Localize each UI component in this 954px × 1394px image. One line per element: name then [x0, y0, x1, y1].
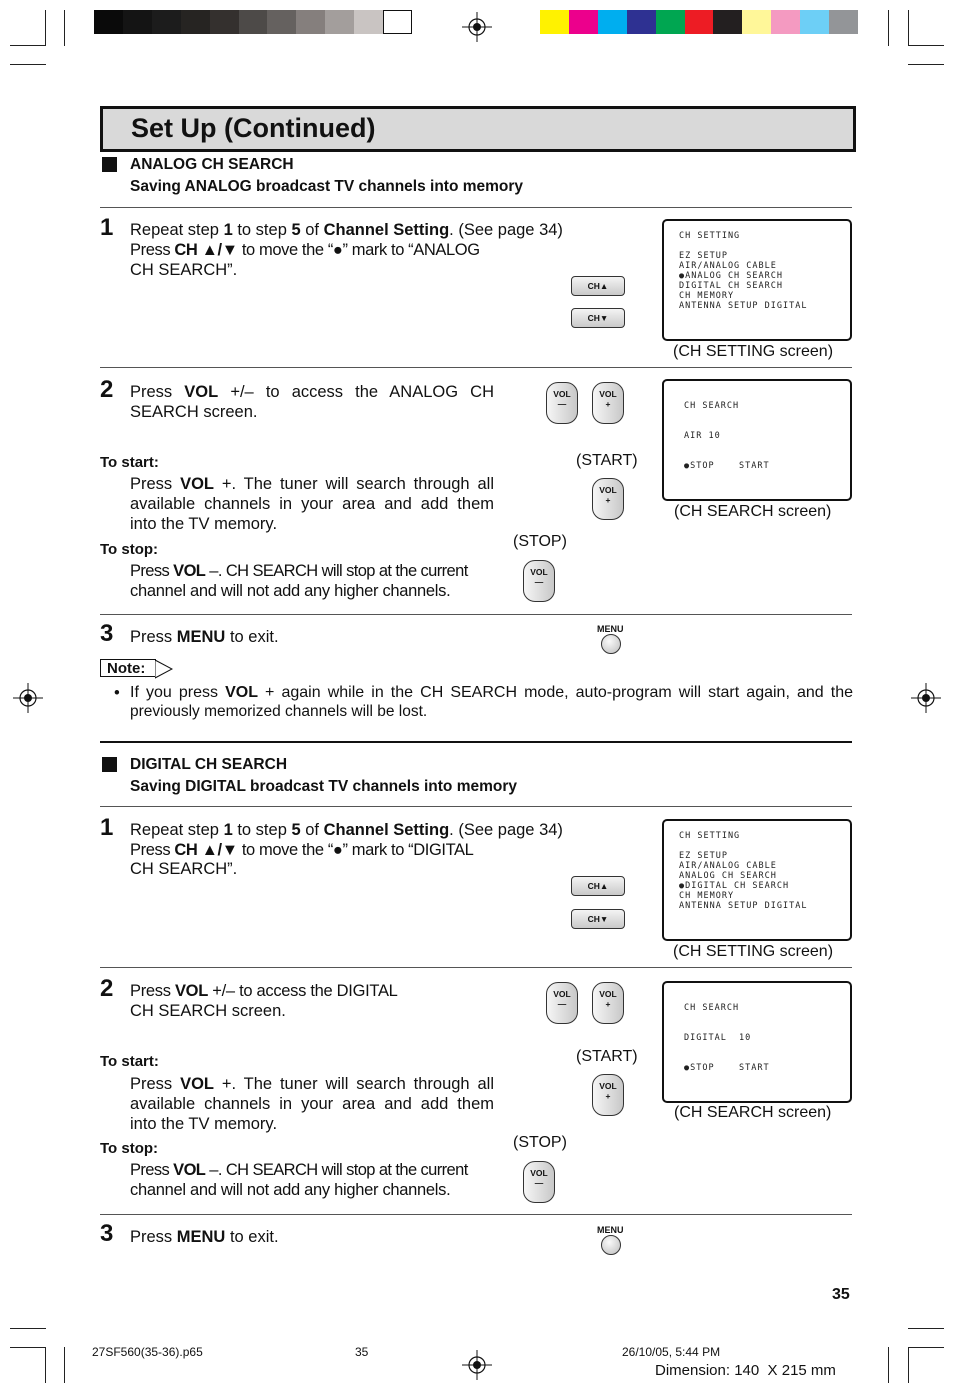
ch-setting-screen — [662, 219, 852, 341]
crop-mark — [45, 10, 46, 46]
registration-mark-icon — [13, 683, 43, 713]
screen-text: CH SETTING EZ SETUP AIR/ANALOG CABLE ●ANALOG CH SEARCH DIGITAL CH SEARCH CH MEMORY ANTENNA SETUP DIGITAL — [679, 231, 808, 311]
color-swatch — [123, 10, 152, 34]
step-number: 3 — [100, 1220, 114, 1247]
step-number: 2 — [100, 376, 114, 403]
step-text: Press MENU to exit. — [130, 628, 279, 646]
step-text: Press CH ▲/▼ to move the “●” mark to “ANALOG — [130, 241, 480, 259]
crop-mark — [908, 1347, 944, 1348]
crop-mark — [908, 1347, 909, 1383]
color-swatch — [94, 10, 123, 34]
vol-minus-button[interactable]: VOL — — [546, 982, 578, 1024]
divider — [100, 614, 852, 615]
color-swatch — [829, 10, 858, 34]
section-marker-icon — [102, 757, 117, 772]
screen-text: CH SEARCH AIR 10 ●STOP START — [684, 401, 770, 471]
ch-down-button[interactable]: CH▼ — [571, 909, 625, 929]
crop-mark — [888, 10, 889, 46]
section-divider — [100, 741, 852, 743]
step-text: Repeat step 1 to step 5 of Channel Setting. (See page 34) — [130, 821, 563, 839]
step-text: into the TV memory. — [130, 1115, 278, 1133]
color-swatch — [713, 10, 742, 34]
note-bullet: • — [114, 684, 120, 702]
color-swatch — [296, 10, 325, 34]
crop-mark — [908, 10, 909, 46]
color-swatch — [354, 10, 383, 34]
color-swatch — [627, 10, 656, 34]
color-swatch — [656, 10, 685, 34]
ch-up-button[interactable]: CH▲ — [571, 276, 625, 296]
color-swatch — [325, 10, 354, 34]
crop-mark — [45, 1347, 46, 1383]
step-number: 1 — [100, 214, 114, 241]
color-swatch — [181, 10, 210, 34]
arrow-icon — [155, 659, 173, 679]
ch-search-screen — [662, 379, 852, 501]
start-caption: (START) — [576, 452, 638, 469]
screen-caption: (CH SEARCH screen) — [674, 503, 832, 520]
vol-plus-button[interactable]: VOL + — [592, 1074, 624, 1116]
registration-mark-icon — [462, 1350, 492, 1380]
step-number: 2 — [100, 975, 114, 1002]
step-text: channel and will not add any higher channels. — [130, 582, 451, 600]
divider — [100, 1214, 852, 1215]
color-swatch — [685, 10, 714, 34]
section-heading: DIGITAL CH SEARCH — [130, 756, 288, 773]
vol-plus-button[interactable]: VOL + — [592, 982, 624, 1024]
to-start-label: To start: — [100, 1053, 159, 1070]
page-number: 35 — [832, 1286, 850, 1303]
color-swatch — [210, 10, 239, 34]
step-text: CH SEARCH screen. — [130, 1002, 286, 1020]
ch-setting-screen — [662, 819, 852, 941]
note-text: previously memorized channels will be lost. — [130, 703, 428, 720]
step-text: Press VOL +. The tuner will search through all — [130, 475, 494, 493]
vol-minus-button[interactable]: VOL — — [523, 1161, 555, 1203]
step-number: 1 — [100, 814, 114, 841]
screen-caption: (CH SEARCH screen) — [674, 1104, 832, 1121]
color-swatch — [569, 10, 598, 34]
crop-mark — [10, 45, 46, 46]
step-text: CH SEARCH”. — [130, 860, 238, 878]
step-text: channel and will not add any higher channels. — [130, 1181, 451, 1199]
start-caption: (START) — [576, 1048, 638, 1065]
color-swatch — [540, 10, 569, 34]
footer-date: 26/10/05, 5:44 PM — [622, 1345, 721, 1359]
step-text: CH SEARCH”. — [130, 261, 238, 279]
crop-mark — [10, 1328, 46, 1329]
page-title: Set Up (Continued) — [131, 113, 376, 143]
color-swatch — [742, 10, 771, 34]
process-color-bar — [540, 10, 858, 34]
crop-mark — [10, 64, 46, 65]
color-swatch — [267, 10, 296, 34]
note-text: If you press VOL + again while in the CH SEARCH mode, auto-program will start again, and the — [130, 684, 853, 701]
section-marker-icon — [102, 157, 117, 172]
note-label: Note: — [100, 659, 156, 677]
step-text: Press MENU to exit. — [130, 1228, 279, 1246]
crop-mark — [10, 1347, 46, 1348]
divider — [100, 367, 852, 368]
color-swatch — [771, 10, 800, 34]
screen-text: CH SETTING EZ SETUP AIR/ANALOG CABLE ANALOG CH SEARCH ●DIGITAL CH SEARCH CH MEMORY ANTENNA SETUP DIGITAL — [679, 831, 808, 911]
menu-button-label: MENU — [597, 1225, 624, 1235]
step-text: into the TV memory. — [130, 515, 278, 533]
section-subheading: Saving DIGITAL broadcast TV channels into memory — [130, 778, 518, 795]
to-stop-label: To stop: — [100, 541, 159, 558]
step-text: Press VOL +/– to access the DIGITAL — [130, 982, 398, 1000]
menu-button-label: MENU — [597, 624, 624, 634]
ch-down-button[interactable]: CH▼ — [571, 308, 625, 328]
crop-mark — [64, 10, 65, 46]
step-text: Repeat step 1 to step 5 of Channel Setting. (See page 34) — [130, 221, 563, 239]
color-swatch — [383, 10, 412, 34]
crop-mark — [64, 1347, 65, 1383]
divider — [100, 207, 852, 208]
step-number: 3 — [100, 620, 114, 647]
vol-minus-button[interactable]: VOL — — [523, 560, 555, 602]
step-text: available channels in your area and add them — [130, 1095, 494, 1113]
to-stop-label: To stop: — [100, 1140, 159, 1157]
vol-minus-button[interactable]: VOL — — [546, 382, 578, 424]
step-text: Press VOL –. CH SEARCH will stop at the current — [130, 562, 468, 580]
grayscale-color-bar — [94, 10, 412, 34]
color-swatch — [239, 10, 268, 34]
crop-mark — [908, 1328, 944, 1329]
step-text: available channels in your area and add them — [130, 495, 494, 513]
vol-plus-button[interactable]: VOL + — [592, 382, 624, 424]
color-swatch — [598, 10, 627, 34]
screen-caption: (CH SETTING screen) — [673, 343, 834, 360]
screen-caption: (CH SETTING screen) — [673, 943, 834, 960]
stop-caption: (STOP) — [513, 1134, 567, 1151]
to-start-label: To start: — [100, 454, 159, 471]
ch-up-button[interactable]: CH▲ — [571, 876, 625, 896]
footer-dimension: Dimension: 140 X 215 mm — [655, 1362, 836, 1379]
registration-mark-icon — [462, 12, 492, 42]
footer-page: 35 — [355, 1345, 369, 1359]
registration-mark-icon — [911, 683, 941, 713]
menu-button[interactable] — [601, 634, 621, 654]
crop-mark — [888, 1347, 889, 1383]
menu-button[interactable] — [601, 1235, 621, 1255]
step-text: SEARCH screen. — [130, 403, 258, 421]
step-text: Press VOL +/– to access the ANALOG CH — [130, 383, 494, 401]
footer-filename: 27SF560(35-36).p65 — [92, 1345, 203, 1359]
ch-search-screen — [662, 981, 852, 1103]
step-text: Press VOL +. The tuner will search through all — [130, 1075, 494, 1093]
crop-mark — [908, 45, 944, 46]
section-subheading: Saving ANALOG broadcast TV channels into memory — [130, 178, 524, 195]
color-swatch — [800, 10, 829, 34]
color-swatch — [152, 10, 181, 34]
step-text: Press VOL –. CH SEARCH will stop at the current — [130, 1161, 468, 1179]
vol-plus-button[interactable]: VOL + — [592, 478, 624, 520]
screen-text: CH SEARCH DIGITAL 10 ●STOP START — [684, 1003, 770, 1073]
divider — [100, 967, 852, 968]
crop-mark — [908, 64, 944, 65]
step-text: Press CH ▲/▼ to move the “●” mark to “DIGITAL — [130, 841, 474, 859]
page-title-box — [100, 106, 856, 152]
section-heading: ANALOG CH SEARCH — [130, 156, 294, 173]
divider — [100, 806, 852, 807]
stop-caption: (STOP) — [513, 533, 567, 550]
